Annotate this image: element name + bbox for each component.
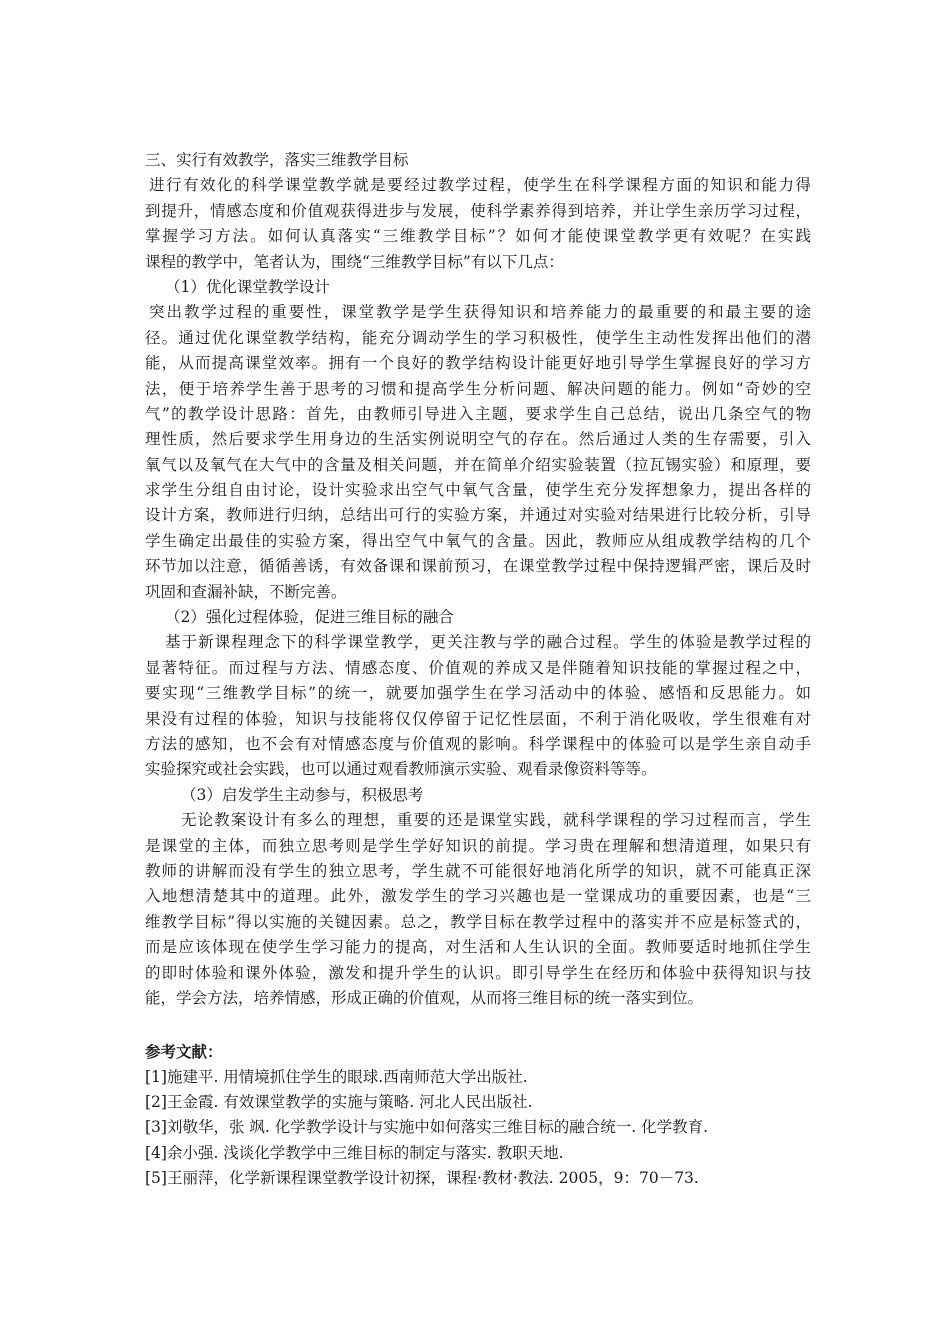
paragraph-line: 无论教案设计有多么的理想，重要的还是课堂实践，就科学课程的学习过程而言，学生 <box>181 811 811 830</box>
paragraph-line: 设计方案，教师进行归纳，总结出可行的实验方案，并通过对实验对结果进行比较分析，引导 <box>145 506 811 525</box>
paragraph-line: 能，学会方法，培养情感，形成正确的价值观，从而将三维目标的统一落实到位。 <box>145 988 704 1007</box>
paragraph-line: 求学生分组自由讨论，设计实验求出空气中氧气含量，使学生充分发挥想象力，提出各样的 <box>145 481 811 500</box>
subsection-title: （3）启发学生主动参与，积极思考 <box>181 785 424 804</box>
paragraph-line: 实验探究或社会实践，也可以通过观看教师演示实验、观看录像资料等等。 <box>145 760 657 779</box>
reference-item: [4]余小强. 浅谈化学教学中三维目标的制定与落实. 教职天地. <box>145 1143 564 1162</box>
paragraph-line: 突出教学过程的重要性，课堂教学是学生获得知识和培养能力的最重要的和最主要的途 <box>149 303 811 322</box>
intro-line: 课程的教学中，笔者认为，围绕“三维教学目标”有以下几点： <box>145 252 564 271</box>
paragraph-line: 方法的感知，也不会有对情感态度与价值观的影响。科学课程中的体验可以是学生亲自动手 <box>145 734 811 753</box>
paragraph-line: 气”的教学设计思路：首先，由教师引导进入主题，要求学生自己总结，说出几条空气的物 <box>145 404 811 423</box>
reference-item: [3]刘敬华，张 飒. 化学教学设计与实施中如何落实三维目标的融合统一. 化学教育. <box>145 1118 709 1137</box>
paragraph-line: 是课堂的主体，而独立思考则是学生学好知识的前提。学习贵在理解和想清道理，如果只有 <box>145 836 811 855</box>
references-list <box>145 1065 811 1192</box>
paragraph-line: 理性质，然后要求学生用身边的生活实例说明空气的存在。然后通过人类的生存需要，引入 <box>145 430 811 449</box>
paragraph-line: 而是应该体现在使学生学习能力的提高，对生活和人生认识的全面。教师要适时地抓住学生 <box>145 938 811 957</box>
spacer <box>145 1011 811 1037</box>
intro-paragraph <box>145 173 811 275</box>
paragraph-line: 学生确定出最佳的实验方案，得出空气中氧气的含量。因此，教师应从组成教学结构的几个 <box>145 531 811 550</box>
subsection-paragraph <box>145 630 811 782</box>
paragraph-line: 环节加以注意，循循善诱，有效备课和课前预习，在课堂教学过程中保持逻辑严密，课后及时 <box>145 557 811 576</box>
subsection-title: （1）优化课堂教学设计 <box>165 277 330 296</box>
subsection-paragraph <box>145 300 811 605</box>
paragraph-line: 巩固和查漏补缺，不断完善。 <box>145 582 347 601</box>
paragraph-line: 能，从而提高课堂效率。拥有一个良好的教学结构设计能更好地引导学生掌握良好的学习方 <box>145 354 811 373</box>
references-title: 参考文献： <box>145 1042 223 1062</box>
section-title: 三、实行有效教学，落实三维教学目标 <box>145 151 409 169</box>
paragraph-line: 入地想清楚其中的道理。此外，激发学生的学习兴趣也是一堂课成功的重要因素，也是“三 <box>145 887 811 906</box>
paragraph-line: 要实现“三维教学目标”的统一，就要加强学生在学习活动中的体验、感悟和反思能力。如 <box>145 684 811 703</box>
paragraph-line: 法，便于培养学生善于思考的习惯和提高学生分析问题、解决问题的能力。例如“奇妙的空 <box>145 379 811 398</box>
paragraph-line: 氧气以及氧气在大气中的含量及相关问题，并在简单介绍实验装置（拉瓦锡实验）和原理，要 <box>145 455 811 474</box>
intro-line: 掌握学习方法。如何认真落实“三维教学目标”？如何才能使课堂教学更有效呢？在实践 <box>145 227 811 246</box>
reference-item: [1]施建平. 用情境抓住学生的眼球.西南师范大学出版社. <box>145 1067 528 1086</box>
paragraph-line: 的即时体验和课外体验，激发和提升学生的认识。即引导学生在经历和体验中获得知识与技 <box>145 963 811 982</box>
reference-item: [5]王丽萍，化学新课程课堂教学设计初探，课程·教材·教法. 2005，9：70－73. <box>145 1169 699 1188</box>
subsection-paragraph <box>145 808 811 1011</box>
paragraph-line: 基于新课程理念下的科学课堂教学，更关注教与学的融合过程。学生的体验是教学过程的 <box>165 633 811 652</box>
paragraph-line: 维教学目标”得以实施的关键因素。总之，教学目标在教学过程中的落实并不应是标签式的， <box>145 912 811 931</box>
intro-line: 进行有效化的科学课堂教学就是要经过教学过程，使学生在科学课程方面的知识和能力得 <box>149 176 811 195</box>
paragraph-line: 果没有过程的体验，知识与技能将仅仅停留于记忆性层面，不利于消化吸收，学生很难有对 <box>145 709 811 728</box>
paragraph-line: 教师的讲解而没有学生的独立思考，学生就不可能很好地消化所学的知识，就不可能真正深 <box>145 861 811 880</box>
paragraph-line: 径。通过优化课堂教学结构，能充分调动学生的学习积极性，使学生主动性发挥出他们的潜 <box>145 328 811 347</box>
reference-item: [2]王金霞. 有效课堂教学的实施与策略. 河北人民出版社. <box>145 1093 533 1112</box>
paragraph-line: 显著特征。而过程与方法、情感态度、价值观的养成又是伴随着知识技能的掌握过程之中， <box>145 658 811 677</box>
subsection-title: （2）强化过程体验，促进三维目标的融合 <box>165 608 454 627</box>
intro-line: 到提升，情感态度和价值观获得进步与发展，使科学素养得到培养，并让学生亲历学习过程， <box>145 201 811 220</box>
document-page <box>145 148 811 1192</box>
